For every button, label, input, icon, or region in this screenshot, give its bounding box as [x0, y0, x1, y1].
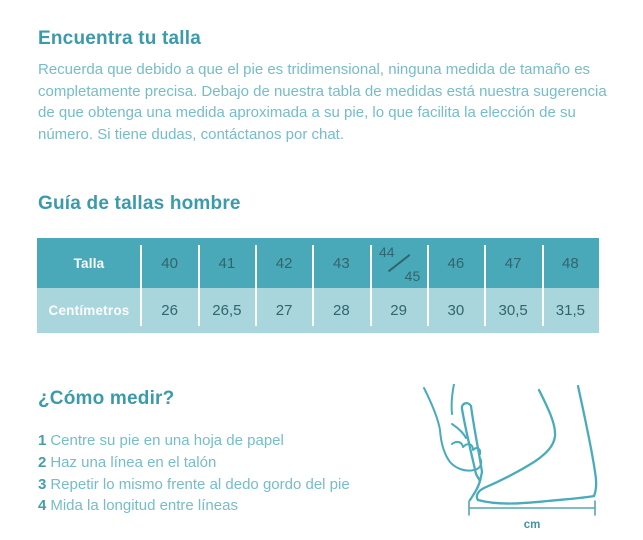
knuckles-line	[452, 442, 480, 454]
forearm-right-line	[452, 384, 454, 414]
sole-line	[478, 496, 594, 504]
size-cell: 40	[161, 254, 178, 272]
column-divider	[427, 245, 429, 326]
column-divider	[542, 245, 544, 326]
foot-with-hand-marking-pencil-icon	[408, 384, 643, 536]
size-disclaimer-paragraph: Recuerda que debido a que el pie es tridimensional, ninguna medida de tamaño es completamente precisa. Debajo de nuestra tabla de medidas está nuestra sugerencia de que obtenga una medida aproximada a su pie, lo que facilita la elección de su número. Si tiene dudas, contáctanos por chat.	[38, 61, 607, 143]
thumb-line	[452, 424, 466, 438]
step-number: 4	[38, 497, 47, 515]
size-table	[37, 238, 599, 333]
column-divider	[140, 245, 142, 326]
size-cell-split-44-45	[370, 238, 427, 288]
measure-step	[38, 474, 350, 496]
size-cell: 41	[218, 254, 236, 272]
step-number: 3	[38, 475, 47, 493]
cm-cell: 31,5	[555, 302, 585, 319]
foot-measure-illustration	[408, 384, 643, 536]
step-text: Repetir lo mismo frente al dedo gordo del pie	[50, 475, 350, 493]
toe-line	[477, 488, 484, 500]
split-size-bottom: 45	[404, 268, 421, 284]
size-cell: 42	[275, 254, 293, 272]
column-divider	[312, 245, 314, 326]
instep-line	[484, 390, 555, 488]
column-divider	[198, 245, 200, 326]
cm-cell: 29	[390, 302, 407, 319]
cm-cell: 27	[275, 302, 293, 319]
measure-step	[38, 430, 350, 452]
split-size-top: 44	[379, 244, 395, 260]
column-divider	[484, 245, 486, 326]
column-divider	[255, 245, 257, 326]
size-table-cm-row	[37, 288, 599, 333]
column-divider	[370, 245, 372, 326]
cm-cell: 30,5	[498, 302, 528, 319]
find-your-size-title: Encuentra tu talla	[38, 28, 202, 49]
cm-cell: 26	[161, 302, 178, 319]
leg-heel-line	[578, 386, 596, 496]
men-size-guide-title: Guía de tallas hombre	[38, 193, 241, 214]
measure-step	[38, 495, 350, 517]
cm-cell: 28	[333, 302, 350, 319]
step-number: 2	[38, 453, 47, 471]
size-row-label: Talla	[73, 255, 105, 271]
cm-cell: 26,5	[212, 302, 242, 319]
size-table-header-row	[37, 238, 599, 288]
step-text: Haz una línea en el talón	[50, 453, 217, 471]
size-cell: 47	[504, 254, 522, 272]
size-cell: 48	[562, 254, 579, 272]
step-text: Centre su pie en una hoja de papel	[50, 432, 284, 449]
how-to-measure-title: ¿Cómo medir?	[38, 388, 175, 409]
step-text: Mida la longitud entre líneas	[50, 497, 238, 515]
cm-row-label: Centímetros	[48, 303, 130, 318]
measure-step	[38, 452, 350, 474]
size-cell: 46	[447, 254, 465, 272]
size-cell: 43	[333, 254, 350, 272]
step-number: 1	[38, 432, 47, 449]
measure-steps-list	[38, 430, 350, 517]
cm-cell: 30	[447, 302, 465, 319]
forearm-left-line	[424, 388, 440, 430]
cm-label: cm	[523, 519, 541, 531]
